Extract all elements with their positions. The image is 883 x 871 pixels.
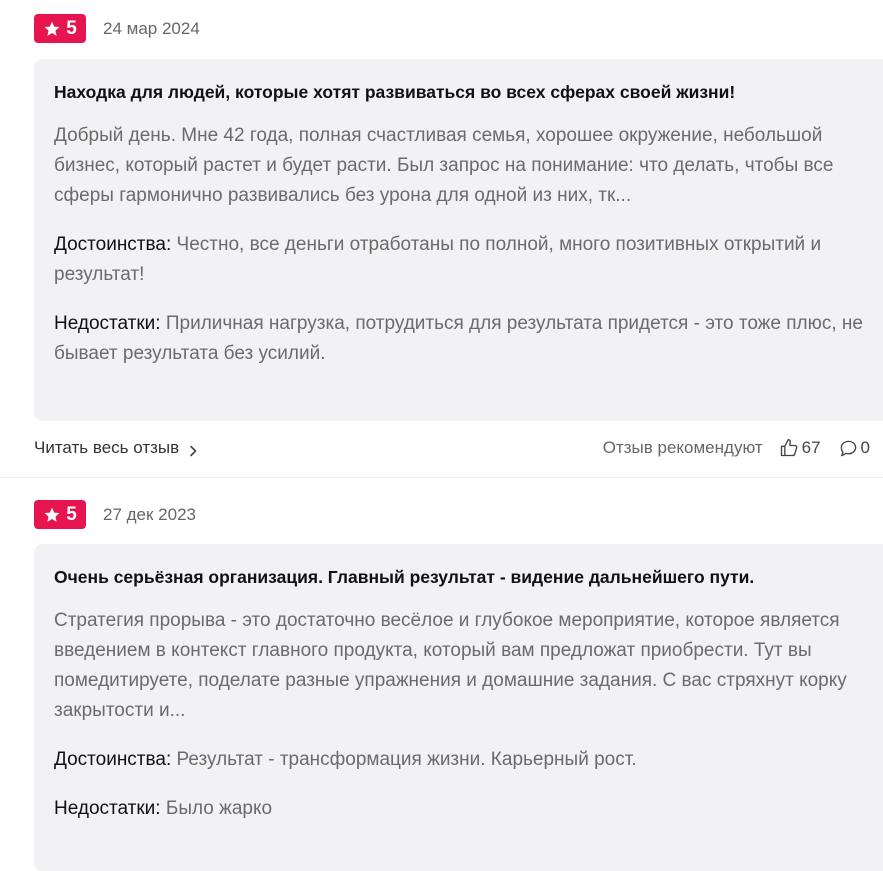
rating-badge (34, 500, 86, 529)
cons-label: Недостатки: (54, 313, 161, 334)
star-icon (43, 506, 61, 524)
review-pros (54, 745, 877, 775)
recommend-label: Отзыв рекомендуют (602, 438, 763, 457)
pros-label: Достоинства: (54, 749, 172, 770)
rating-badge (34, 14, 86, 43)
review-date: 24 мар 2024 (103, 18, 200, 38)
like-button[interactable] (779, 438, 821, 458)
review-meta (34, 14, 200, 43)
review-title: Очень серьёзная организация. Главный результат - видение дальнейшего пути. (54, 567, 755, 587)
review-footer (34, 436, 870, 460)
comments-button[interactable] (839, 438, 870, 458)
review-date: 27 дек 2023 (103, 504, 196, 524)
review-stats (603, 438, 870, 458)
review-item (0, 478, 883, 871)
pros-text: Честно, все деньги отработаны по полной, много позитивных открытий и результат! (54, 234, 822, 285)
rating-value: 5 (66, 503, 77, 525)
likes-count: 67 (801, 438, 821, 457)
cons-label: Недостатки: (54, 798, 161, 819)
review-cons (54, 309, 877, 369)
review-title: Находка для людей, которые хотят развиваться во всех сферах своей жизни! (54, 82, 736, 102)
review-text: Добрый день. Мне 42 года, полная счастливая семья, хорошее окружение, небольшой бизнес, который растет и будет расти. Был запрос на понимание: что делать, чтобы все сферы гармонично развивались без урона для одной из них, тк... (54, 125, 834, 206)
review-pros (54, 230, 877, 290)
pros-label: Достоинства: (54, 234, 172, 255)
review-meta (34, 500, 196, 529)
read-more-label: Читать весь отзыв (34, 438, 180, 457)
review-card (34, 544, 883, 871)
comment-bubble-icon (839, 439, 858, 458)
comments-count: 0 (860, 438, 870, 457)
chevron-right-icon (188, 442, 198, 454)
thumbs-up-icon (779, 438, 799, 458)
cons-text: Приличная нагрузка, потрудиться для результата придется - это тоже плюс, не бывает результата без усилий. (54, 313, 863, 364)
review-text: Стратегия прорыва - это достаточно весёлое и глубокое мероприятие, которое является введением в контекст главного продукта, который вам предложат приобрести. Тут вы помедитируете, поделате разные упражнения и домашние задания. С вас стряхнут корку закрытости и... (54, 610, 847, 721)
star-icon (43, 20, 61, 38)
pros-text: Результат - трансформация жизни. Карьерный рост. (176, 749, 637, 770)
rating-value: 5 (66, 17, 77, 39)
read-full-review-link[interactable] (34, 438, 198, 458)
review-card (34, 59, 883, 421)
cons-text: Было жарко (165, 798, 273, 819)
review-cons (54, 794, 877, 824)
